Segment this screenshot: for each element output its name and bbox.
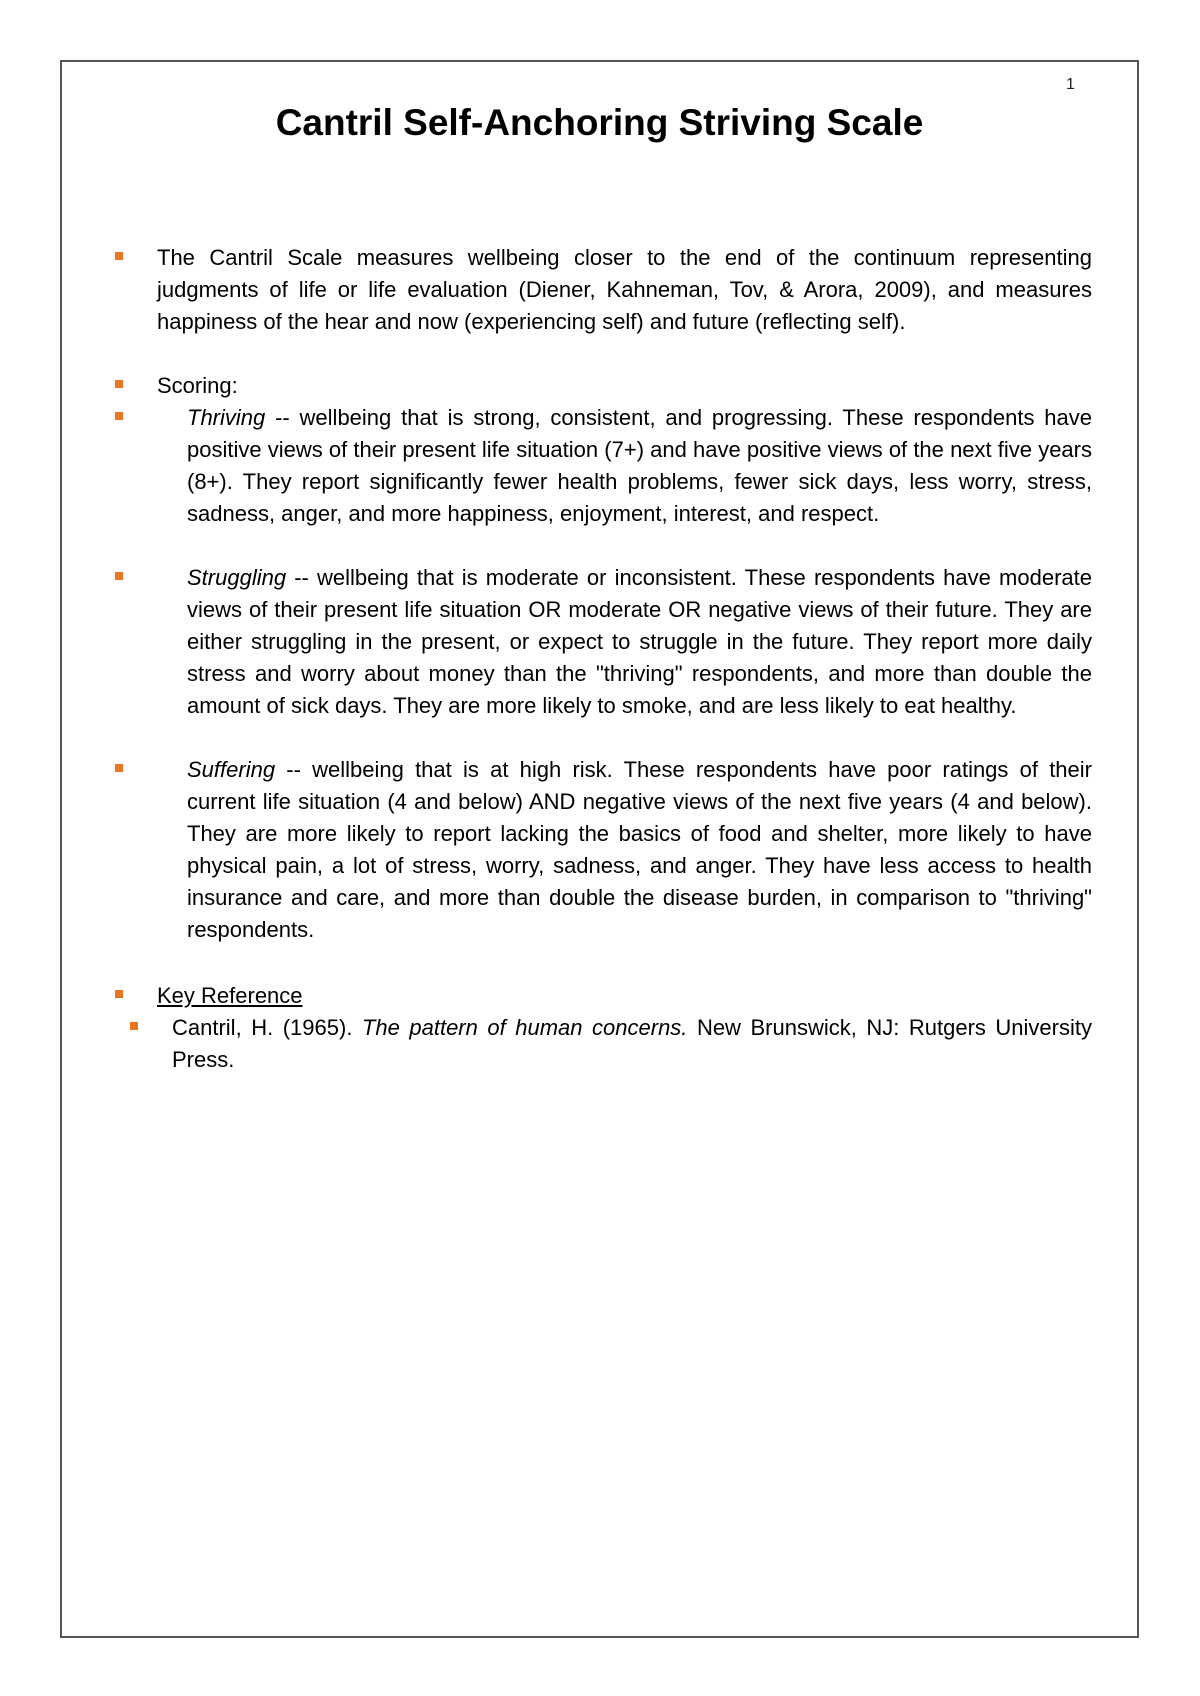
category-struggling bbox=[187, 562, 1092, 722]
category-description: -- wellbeing that is moderate or inconsistent. These respondents have moderate views of their present life situation OR moderate OR negative views of their future. They are either struggling in the present, or expect to struggle in the future. They report more daily stress and worry about money than the "thriving" respondents, and more than double the amount of sick days. They are more likely to smoke, and are less likely to eat healthy. bbox=[187, 565, 1092, 718]
reference-entry bbox=[172, 1012, 1092, 1076]
category-thriving bbox=[187, 402, 1092, 530]
bullet-icon bbox=[115, 380, 123, 388]
bullet-icon bbox=[130, 1022, 138, 1030]
category-description: -- wellbeing that is at high risk. These respondents have poor ratings of their current life situation (4 and below) AND negative views of the next five years (4 and below). They are more likely to report lacking the basics of food and shelter, more likely to have physical pain, a lot of stress, worry, sadness, and anger. They have less access to health insurance and care, and more than double the disease burden, in comparison to "thriving" respondents. bbox=[187, 757, 1092, 942]
intro-paragraph: The Cantril Scale measures wellbeing closer to the end of the continuum representing judgments of life or life evaluation (Diener, Kahneman, Tov, & Arora, 2009), and measures happiness of the hear and now (experiencing self) and future (reflecting self). bbox=[157, 245, 1092, 334]
key-reference-heading: Key Reference bbox=[157, 983, 303, 1008]
page-title: Cantril Self-Anchoring Striving Scale bbox=[275, 102, 924, 143]
bullet-icon bbox=[115, 572, 123, 580]
reference-book-title: The pattern of human concerns. bbox=[361, 1015, 688, 1040]
category-term: Suffering bbox=[187, 757, 276, 782]
category-description: -- wellbeing that is strong, consistent, and progressing. These respondents have positive views of their present life situation (7+) and have positive views of the next five years (8+). They report significantly fewer health problems, fewer sick days, less worry, stress, sadness, anger, and more happiness, enjoyment, interest, and respect. bbox=[187, 405, 1092, 526]
reference-publisher: New Brunswick, NJ: Rutgers University Press. bbox=[172, 1015, 1092, 1072]
category-term: Struggling bbox=[187, 565, 287, 590]
category-suffering bbox=[187, 754, 1092, 946]
page-number: 1 bbox=[1066, 76, 1075, 93]
scoring-label: Scoring: bbox=[157, 373, 238, 398]
reference-authors: Cantril, H. (1965). bbox=[172, 1015, 362, 1040]
bullet-icon bbox=[115, 252, 123, 260]
bullet-icon bbox=[115, 764, 123, 772]
bullet-icon bbox=[115, 412, 123, 420]
bullet-icon bbox=[115, 990, 123, 998]
category-term: Thriving bbox=[187, 405, 266, 430]
